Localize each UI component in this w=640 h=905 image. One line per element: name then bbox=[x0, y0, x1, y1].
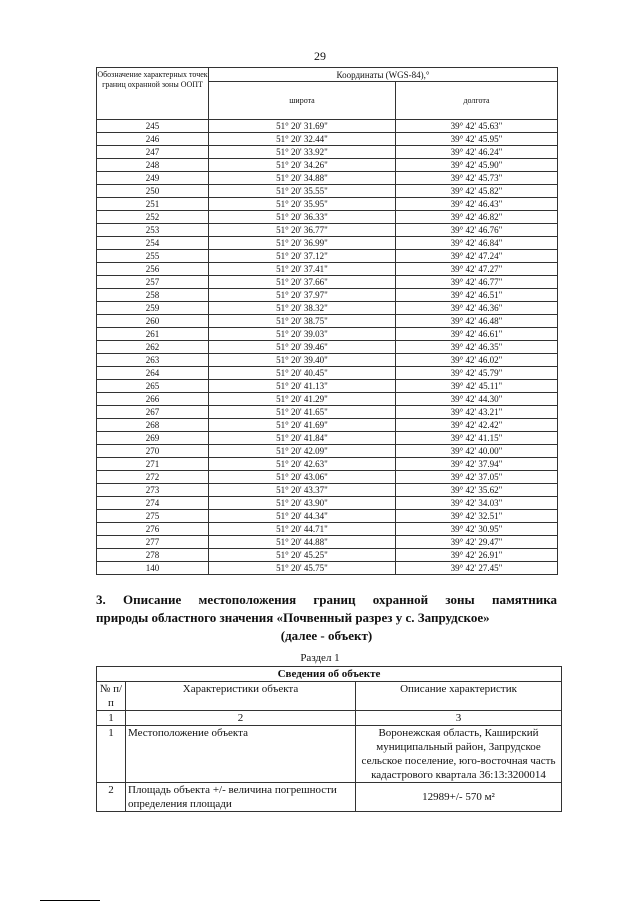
row-description: Воронежская область, Каширский муниципальный район, Запрудское сельское поселение, юго-восточная часть кадастрового квартала 36:13:3200014 bbox=[356, 726, 562, 783]
longitude-value: 39° 42' 46.48" bbox=[396, 315, 558, 328]
point-id: 248 bbox=[97, 159, 209, 172]
section-heading-line-3: (далее - объект) bbox=[280, 628, 373, 643]
point-id: 246 bbox=[97, 133, 209, 146]
section-heading-line-1: 3. Описание местоположения границ охранной зоны памятника bbox=[96, 592, 557, 607]
column-number-3: 3 bbox=[356, 711, 562, 726]
point-id: 250 bbox=[97, 185, 209, 198]
table-row bbox=[97, 224, 558, 237]
table-row bbox=[97, 198, 558, 211]
latitude-value: 51° 20' 39.03" bbox=[209, 328, 396, 341]
longitude-value: 39° 42' 47.24" bbox=[396, 250, 558, 263]
point-id: 263 bbox=[97, 354, 209, 367]
table-row bbox=[97, 367, 558, 380]
latitude-value: 51° 20' 45.75" bbox=[209, 562, 396, 575]
point-id: 260 bbox=[97, 315, 209, 328]
table-row bbox=[97, 211, 558, 224]
latitude-value: 51° 20' 39.40" bbox=[209, 354, 396, 367]
point-id: 278 bbox=[97, 549, 209, 562]
longitude-value: 39° 42' 46.43" bbox=[396, 198, 558, 211]
longitude-value: 39° 42' 47.27" bbox=[396, 263, 558, 276]
row-number: 2 bbox=[97, 783, 126, 812]
table-row bbox=[97, 328, 558, 341]
header-description: Описание характеристик bbox=[356, 682, 562, 711]
header-coordinate-system: Координаты (WGS-84),° bbox=[209, 68, 558, 82]
point-id: 272 bbox=[97, 471, 209, 484]
longitude-value: 39° 42' 26.91" bbox=[396, 549, 558, 562]
header-characteristics: Характеристики объекта bbox=[126, 682, 356, 711]
point-id: 273 bbox=[97, 484, 209, 497]
latitude-value: 51° 20' 45.25" bbox=[209, 549, 396, 562]
longitude-value: 39° 42' 30.95" bbox=[396, 523, 558, 536]
longitude-value: 39° 42' 45.82" bbox=[396, 185, 558, 198]
latitude-value: 51° 20' 38.75" bbox=[209, 315, 396, 328]
header-point-label: Обозначение характерных точек границ охранной зоны ООПТ bbox=[97, 68, 209, 120]
longitude-value: 39° 42' 45.95" bbox=[396, 133, 558, 146]
longitude-value: 39° 42' 46.36" bbox=[396, 302, 558, 315]
longitude-value: 39° 42' 46.61" bbox=[396, 328, 558, 341]
row-description: 12989+/- 570 м² bbox=[356, 783, 562, 812]
table-row bbox=[97, 783, 562, 812]
point-id: 259 bbox=[97, 302, 209, 315]
point-id: 255 bbox=[97, 250, 209, 263]
latitude-value: 51° 20' 42.09" bbox=[209, 445, 396, 458]
table-row bbox=[97, 302, 558, 315]
column-number-1: 1 bbox=[97, 711, 126, 726]
point-id: 271 bbox=[97, 458, 209, 471]
table-row bbox=[97, 549, 558, 562]
longitude-value: 39° 42' 46.51" bbox=[396, 289, 558, 302]
longitude-value: 39° 42' 32.51" bbox=[396, 510, 558, 523]
longitude-value: 39° 42' 37.94" bbox=[396, 458, 558, 471]
point-id: 277 bbox=[97, 536, 209, 549]
table-row bbox=[97, 510, 558, 523]
latitude-value: 51° 20' 36.77" bbox=[209, 224, 396, 237]
latitude-value: 51° 20' 44.34" bbox=[209, 510, 396, 523]
section-heading bbox=[96, 591, 557, 645]
latitude-value: 51° 20' 32.44" bbox=[209, 133, 396, 146]
longitude-value: 39° 42' 45.90" bbox=[396, 159, 558, 172]
table-row bbox=[97, 445, 558, 458]
coordinates-table bbox=[96, 67, 558, 575]
longitude-value: 39° 42' 40.00" bbox=[396, 445, 558, 458]
table-row bbox=[97, 726, 562, 783]
point-id: 270 bbox=[97, 445, 209, 458]
longitude-value: 39° 42' 46.82" bbox=[396, 211, 558, 224]
table-row bbox=[97, 393, 558, 406]
longitude-value: 39° 42' 41.15" bbox=[396, 432, 558, 445]
point-id: 261 bbox=[97, 328, 209, 341]
table-row bbox=[97, 484, 558, 497]
point-id: 245 bbox=[97, 120, 209, 133]
longitude-value: 39° 42' 45.73" bbox=[396, 172, 558, 185]
table-row bbox=[97, 432, 558, 445]
point-id: 264 bbox=[97, 367, 209, 380]
point-id: 262 bbox=[97, 341, 209, 354]
longitude-value: 39° 42' 46.76" bbox=[396, 224, 558, 237]
longitude-value: 39° 42' 43.21" bbox=[396, 406, 558, 419]
latitude-value: 51° 20' 43.06" bbox=[209, 471, 396, 484]
point-id: 274 bbox=[97, 497, 209, 510]
latitude-value: 51° 20' 35.95" bbox=[209, 198, 396, 211]
point-id: 257 bbox=[97, 276, 209, 289]
table-row bbox=[97, 354, 558, 367]
row-characteristic: Площадь объекта +/- величина погрешности определения площади bbox=[126, 783, 356, 812]
point-id: 275 bbox=[97, 510, 209, 523]
longitude-value: 39° 42' 29.47" bbox=[396, 536, 558, 549]
longitude-value: 39° 42' 42.42" bbox=[396, 419, 558, 432]
latitude-value: 51° 20' 39.46" bbox=[209, 341, 396, 354]
header-number: № п/п bbox=[97, 682, 126, 711]
longitude-value: 39° 42' 27.45" bbox=[396, 562, 558, 575]
table-row bbox=[97, 497, 558, 510]
longitude-value: 39° 42' 45.63" bbox=[396, 120, 558, 133]
point-id: 249 bbox=[97, 172, 209, 185]
longitude-value: 39° 42' 45.11" bbox=[396, 380, 558, 393]
longitude-value: 39° 42' 46.77" bbox=[396, 276, 558, 289]
longitude-value: 39° 42' 46.02" bbox=[396, 354, 558, 367]
latitude-value: 51° 20' 37.12" bbox=[209, 250, 396, 263]
latitude-value: 51° 20' 41.29" bbox=[209, 393, 396, 406]
latitude-value: 51° 20' 41.13" bbox=[209, 380, 396, 393]
header-latitude: широта bbox=[209, 82, 396, 120]
table-row bbox=[97, 380, 558, 393]
latitude-value: 51° 20' 41.84" bbox=[209, 432, 396, 445]
row-characteristic: Местоположение объекта bbox=[126, 726, 356, 783]
point-id: 276 bbox=[97, 523, 209, 536]
latitude-value: 51° 20' 36.99" bbox=[209, 237, 396, 250]
table-row bbox=[97, 172, 558, 185]
latitude-value: 51° 20' 43.37" bbox=[209, 484, 396, 497]
point-id: 256 bbox=[97, 263, 209, 276]
point-id: 252 bbox=[97, 211, 209, 224]
latitude-value: 51° 20' 33.92" bbox=[209, 146, 396, 159]
longitude-value: 39° 42' 34.03" bbox=[396, 497, 558, 510]
point-id: 266 bbox=[97, 393, 209, 406]
latitude-value: 51° 20' 43.90" bbox=[209, 497, 396, 510]
row-number: 1 bbox=[97, 726, 126, 783]
table-row bbox=[97, 146, 558, 159]
razdel-label: Раздел 1 bbox=[300, 652, 340, 664]
latitude-value: 51° 20' 38.32" bbox=[209, 302, 396, 315]
latitude-value: 51° 20' 41.65" bbox=[209, 406, 396, 419]
coordinates-table-body bbox=[97, 120, 558, 575]
longitude-value: 39° 42' 37.05" bbox=[396, 471, 558, 484]
table-row bbox=[97, 289, 558, 302]
table-row bbox=[97, 341, 558, 354]
point-id: 140 bbox=[97, 562, 209, 575]
longitude-value: 39° 42' 46.35" bbox=[396, 341, 558, 354]
latitude-value: 51° 20' 37.97" bbox=[209, 289, 396, 302]
longitude-value: 39° 42' 44.30" bbox=[396, 393, 558, 406]
table-row bbox=[97, 237, 558, 250]
latitude-value: 51° 20' 41.69" bbox=[209, 419, 396, 432]
table-row bbox=[97, 159, 558, 172]
header-longitude: долгота bbox=[396, 82, 558, 120]
table-row bbox=[97, 133, 558, 146]
page-number: 29 bbox=[314, 49, 326, 63]
latitude-value: 51° 20' 44.88" bbox=[209, 536, 396, 549]
latitude-value: 51° 20' 37.66" bbox=[209, 276, 396, 289]
table-row bbox=[97, 263, 558, 276]
longitude-value: 39° 42' 46.84" bbox=[396, 237, 558, 250]
footer-rule bbox=[40, 900, 100, 901]
table-row bbox=[97, 458, 558, 471]
info-table-title: Сведения об объекте bbox=[97, 667, 562, 682]
table-row bbox=[97, 250, 558, 263]
point-id: 258 bbox=[97, 289, 209, 302]
table-row bbox=[97, 406, 558, 419]
longitude-value: 39° 42' 45.79" bbox=[396, 367, 558, 380]
latitude-value: 51° 20' 44.71" bbox=[209, 523, 396, 536]
column-number-2: 2 bbox=[126, 711, 356, 726]
section-heading-line-2: природы областного значения «Почвенный разрез у с. Запрудское» bbox=[96, 610, 490, 625]
table-row bbox=[97, 276, 558, 289]
latitude-value: 51° 20' 42.63" bbox=[209, 458, 396, 471]
latitude-value: 51° 20' 34.88" bbox=[209, 172, 396, 185]
longitude-value: 39° 42' 35.62" bbox=[396, 484, 558, 497]
table-row bbox=[97, 185, 558, 198]
latitude-value: 51° 20' 31.69" bbox=[209, 120, 396, 133]
point-id: 267 bbox=[97, 406, 209, 419]
latitude-value: 51° 20' 37.41" bbox=[209, 263, 396, 276]
point-id: 251 bbox=[97, 198, 209, 211]
point-id: 265 bbox=[97, 380, 209, 393]
object-info-table bbox=[96, 666, 562, 812]
point-id: 254 bbox=[97, 237, 209, 250]
point-id: 253 bbox=[97, 224, 209, 237]
table-row bbox=[97, 536, 558, 549]
latitude-value: 51° 20' 40.45" bbox=[209, 367, 396, 380]
table-row bbox=[97, 419, 558, 432]
table-row bbox=[97, 562, 558, 575]
table-row bbox=[97, 523, 558, 536]
point-id: 269 bbox=[97, 432, 209, 445]
table-row bbox=[97, 120, 558, 133]
table-row bbox=[97, 315, 558, 328]
longitude-value: 39° 42' 46.24" bbox=[396, 146, 558, 159]
point-id: 268 bbox=[97, 419, 209, 432]
latitude-value: 51° 20' 35.55" bbox=[209, 185, 396, 198]
latitude-value: 51° 20' 36.33" bbox=[209, 211, 396, 224]
latitude-value: 51° 20' 34.26" bbox=[209, 159, 396, 172]
table-row bbox=[97, 471, 558, 484]
point-id: 247 bbox=[97, 146, 209, 159]
